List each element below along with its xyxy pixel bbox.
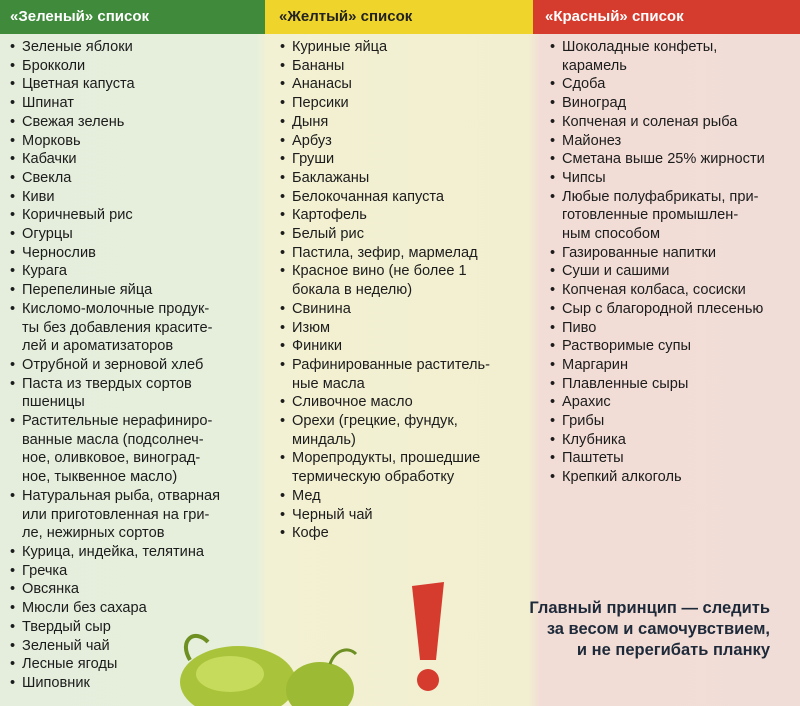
- yellow-list-title: «Желтый» список: [279, 8, 413, 25]
- list-item: • Киви: [8, 188, 258, 207]
- list-item: • Кабачки: [8, 150, 258, 169]
- exclamation-icon: [400, 578, 460, 698]
- list-item: • Клубника: [548, 431, 796, 450]
- list-item: • Свинина: [278, 300, 528, 319]
- list-item: • Ананасы: [278, 75, 528, 94]
- list-item: • Изюм: [278, 319, 528, 338]
- list-item: • Сыр с благородной плесенью: [548, 300, 796, 319]
- gourd-illustration: [170, 630, 380, 706]
- list-item: • Маргарин: [548, 356, 796, 375]
- list-item: • Сливочное масло: [278, 393, 528, 412]
- list-item: • Отрубной и зерновой хлеб: [8, 356, 258, 375]
- list-item: • Мед: [278, 487, 528, 506]
- list-item: • Растворимые супы: [548, 337, 796, 356]
- list-item: • Растительные нерафиниро- ванные масла (подсолнеч- ное, оливковое, виноград- ное, тыквенное масло): [8, 412, 258, 487]
- list-item: • Морепродукты, прошедшие термическую обработку: [278, 449, 528, 486]
- list-item: • Морковь: [8, 132, 258, 151]
- list-item: • Майонез: [548, 132, 796, 151]
- list-item: • Плавленные сыры: [548, 375, 796, 394]
- list-item: • Коричневый рис: [8, 206, 258, 225]
- red-list-title: «Красный» список: [545, 8, 684, 25]
- list-item: • Бананы: [278, 57, 528, 76]
- list-item: • Любые полуфабрикаты, при- готовленные промышлен- ным способом: [548, 188, 796, 244]
- principle-line-1: Главный принцип — следить: [529, 599, 770, 617]
- list-item: • Кофе: [278, 524, 528, 543]
- list-item: • Красное вино (не более 1 бокала в неделю): [278, 262, 528, 299]
- list-item: • Белый рис: [278, 225, 528, 244]
- list-item: • Паста из твердых сортов пшеницы: [8, 375, 258, 412]
- list-item: • Чипсы: [548, 169, 796, 188]
- list-item: • Перепелиные яйца: [8, 281, 258, 300]
- list-item: • Натуральная рыба, отварная или приготовленная на гри- ле, нежирных сортов: [8, 487, 258, 543]
- list-item: • Финики: [278, 337, 528, 356]
- list-item: • Цветная капуста: [8, 75, 258, 94]
- green-list: [8, 38, 258, 693]
- list-item: • Дыня: [278, 113, 528, 132]
- yellow-list-header: [265, 0, 533, 34]
- red-list: [548, 38, 796, 487]
- principle-line-3: и не перегибать планку: [576, 641, 770, 659]
- list-item: • Арахис: [548, 393, 796, 412]
- list-item: • Курица, индейка, телятина: [8, 543, 258, 562]
- list-item: • Свежая зелень: [8, 113, 258, 132]
- list-item: • Арбуз: [278, 132, 528, 151]
- list-item: • Газированные напитки: [548, 244, 796, 263]
- list-item: • Виноград: [548, 94, 796, 113]
- list-item: • Лесные ягоды: [8, 655, 258, 674]
- yellow-list: [278, 38, 528, 543]
- list-item: • Шоколадные конфеты, карамель: [548, 38, 796, 75]
- list-item: • Копченая и соленая рыба: [548, 113, 796, 132]
- list-item: • Зеленый чай: [8, 637, 258, 656]
- list-item: • Баклажаны: [278, 169, 528, 188]
- list-item: • Курага: [8, 262, 258, 281]
- list-item: • Мюсли без сахара: [8, 599, 258, 618]
- green-list-title: «Зеленый» список: [10, 8, 149, 25]
- list-item: • Сметана выше 25% жирности: [548, 150, 796, 169]
- list-item: • Кисломо-молочные продук- ты без добавления красите- лей и ароматизаторов: [8, 300, 258, 356]
- list-item: • Зеленые яблоки: [8, 38, 258, 57]
- principle-line-2: за весом и самочувствием,: [546, 620, 770, 638]
- list-item: • Твердый сыр: [8, 618, 258, 637]
- list-item: • Куриные яйца: [278, 38, 528, 57]
- list-item: • Грибы: [548, 412, 796, 431]
- list-item: • Персики: [278, 94, 528, 113]
- list-item: • Черный чай: [278, 506, 528, 525]
- list-item: • Копченая колбаса, сосиски: [548, 281, 796, 300]
- list-item: • Суши и сашими: [548, 262, 796, 281]
- red-list-header: [533, 0, 800, 34]
- list-item: • Огурцы: [8, 225, 258, 244]
- list-item: • Пиво: [548, 319, 796, 338]
- list-item: • Картофель: [278, 206, 528, 225]
- list-item: • Рафинированные раститель- ные масла: [278, 356, 528, 393]
- list-item: • Паштеты: [548, 449, 796, 468]
- list-item: • Свекла: [8, 169, 258, 188]
- list-item: • Брокколи: [8, 57, 258, 76]
- list-item: • Груши: [278, 150, 528, 169]
- list-item: • Шиповник: [8, 674, 258, 693]
- list-item: • Крепкий алкоголь: [548, 468, 796, 487]
- list-item: • Пастила, зефир, мармелад: [278, 244, 528, 263]
- list-item: • Шпинат: [8, 94, 258, 113]
- list-item: • Овсянка: [8, 580, 258, 599]
- main-principle-text: [470, 598, 770, 661]
- list-item: • Белокочанная капуста: [278, 188, 528, 207]
- list-item: • Чернослив: [8, 244, 258, 263]
- green-list-header: [0, 0, 265, 34]
- list-item: • Гречка: [8, 562, 258, 581]
- list-item: • Сдоба: [548, 75, 796, 94]
- list-item: • Орехи (грецкие, фундук, миндаль): [278, 412, 528, 449]
